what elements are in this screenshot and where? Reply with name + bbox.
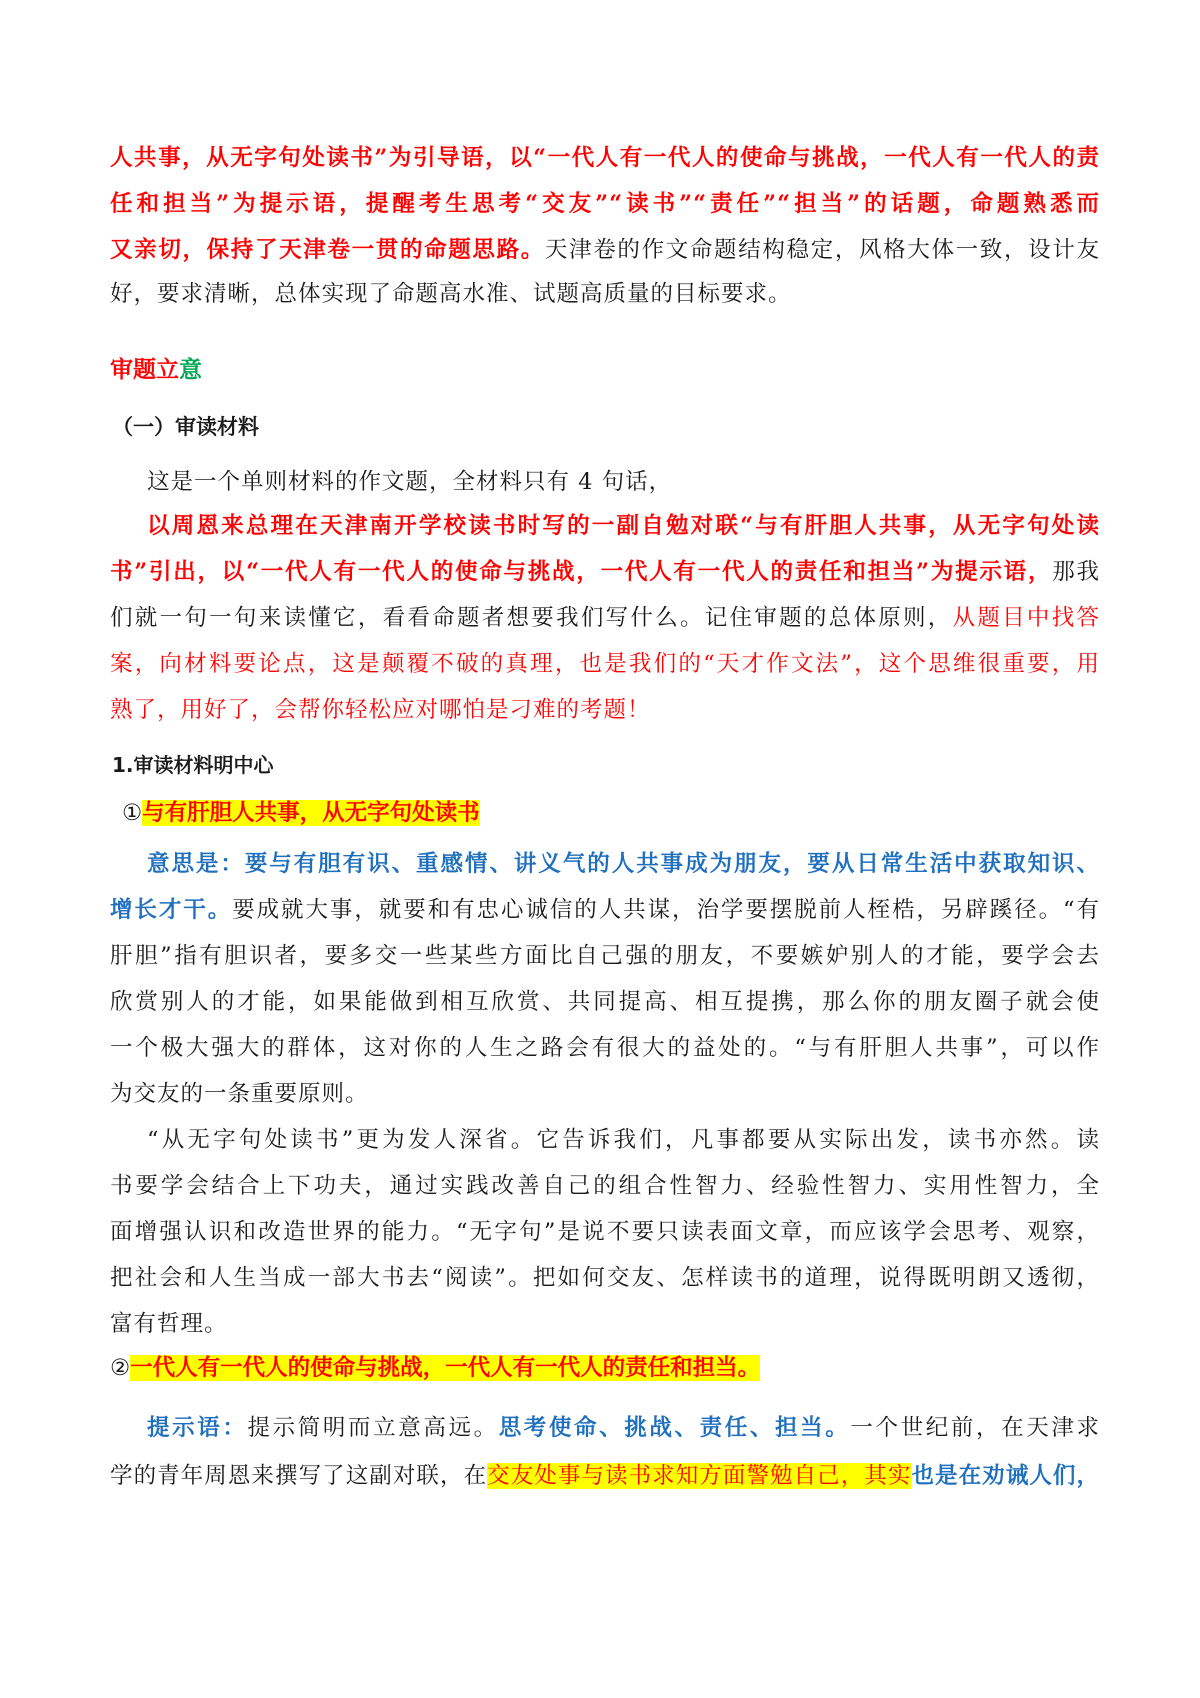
intro-line-1: 人共事，从无字句处读书”为引导语，以“一代人有一代人的使命与挑战，一代人有一代人的责 <box>110 145 1100 171</box>
item1-para2-line-4: 把社会和人生当成一部大书去“阅读”。把如何交友、怎样读书的道理，说得既明朗又透彻， <box>110 1265 1100 1291</box>
section1-line-5: 案，向材料要论点，这是颠覆不破的真理，也是我们的“天才作文法”，这个思维很重要，用 <box>110 651 1100 677</box>
item1-line-5: 一个极大强大的群体，这对你的人生之路会有很大的益处的。“与有肝胆人共事”，可以作 <box>110 1035 1100 1061</box>
section1-line-3: 书”引出，以“一代人有一代人的使命与挑战，一代人有一代人的责任和担当”为提示语，那我 <box>110 559 1100 585</box>
intro-line-2: 任和担当”为提示语，提醒考生思考“交友”“读书”“责任”“担当”的话题，命题熟悉而 <box>110 191 1100 217</box>
section1-line-1: 这是一个单则材料的作文题，全材料只有 4 句话， <box>147 469 673 495</box>
section-heading: 审题立意 <box>110 357 202 383</box>
subsection-title: （一）审读材料 <box>112 415 259 439</box>
item1-line-1: 意思是：要与有胆有识、重感情、讲义气的人共事成为朋友，要从日常生活中获取知识、 <box>147 851 1100 877</box>
item1-line-2: 增长才干。要成就大事，就要和有忠心诚信的人共谋，治学要摆脱前人桎梏，另辟蹊径。“有 <box>110 897 1100 923</box>
item1-para2-line-3: 面增强认识和改造世界的能力。“无字句”是说不要只读表面文章，而应该学会思考、观察， <box>110 1219 1100 1245</box>
item1-para2-line-5: 富有哲理。 <box>110 1311 228 1337</box>
item2-title: ②一代人有一代人的使命与挑战，一代人有一代人的责任和担当。 <box>110 1355 761 1381</box>
item1-title: ①与有肝胆人共事，从无字句处读书 <box>122 800 480 826</box>
item2-line-2: 学的青年周恩来撰写了这副对联，在交友处事与读书求知方面警勉自己，其实也是在劝诫人们， <box>110 1463 1100 1489</box>
item2-line-1: 提示语：提示简明而立意高远。思考使命、挑战、责任、担当。一个世纪前，在天津求 <box>147 1415 1100 1441</box>
item1-line-3: 肝胆”指有胆识者，要多交一些某些方面比自己强的朋友，不要嫉妒别人的才能，要学会去 <box>110 943 1100 969</box>
section1-line-2: 以周恩来总理在天津南开学校读书时写的一副自勉对联“与有肝胆人共事，从无字句处读 <box>147 513 1100 539</box>
intro-line-3: 又亲切，保持了天津卷一贯的命题思路。天津卷的作文命题结构稳定，风格大体一致，设计友 <box>110 237 1100 263</box>
item1-line-4: 欣赏别人的才能，如果能做到相互欣赏、共同提高、相互提携，那么你的朋友圈子就会使 <box>110 989 1100 1015</box>
sub-heading: 1.审读材料明中心 <box>112 753 274 777</box>
item1-para2-line-1: “从无字句处读书”更为发人深省。它告诉我们，凡事都要从实际出发，读书亦然。读 <box>147 1127 1100 1153</box>
item1-line-6: 为交友的一条重要原则。 <box>110 1081 369 1107</box>
intro-line-4: 好，要求清晰，总体实现了命题高水准、试题高质量的目标要求。 <box>110 281 792 307</box>
section1-line-4: 们就一句一句来读懂它，看看命题者想要我们写什么。记住审题的总体原则，从题目中找答 <box>110 605 1100 631</box>
section1-line-6: 熟了，用好了，会帮你轻松应对哪怕是刁难的考题！ <box>110 697 651 723</box>
item1-para2-line-2: 书要学会结合上下功夫，通过实践改善自己的组合性智力、经验性智力、实用性智力，全 <box>110 1173 1100 1199</box>
